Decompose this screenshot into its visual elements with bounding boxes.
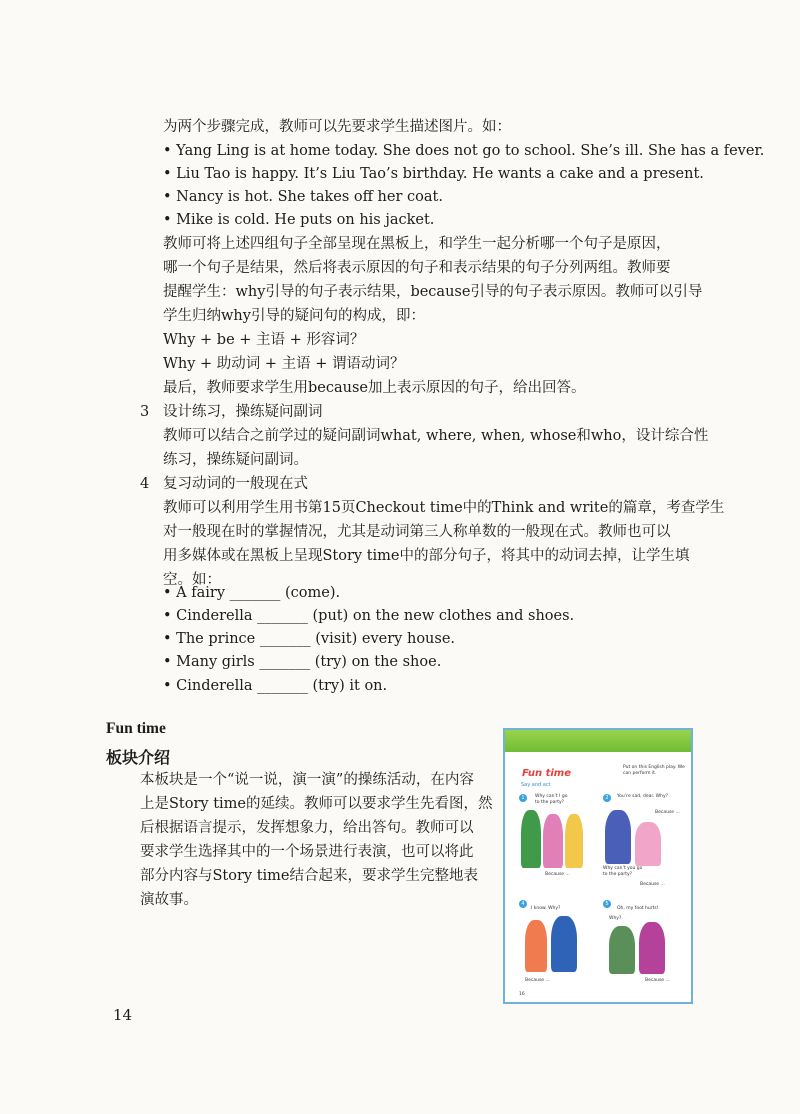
body-line: 教师可以结合之前学过的疑问副词what, where, when, whose和who，设计综合性 (163, 428, 709, 444)
character-figure (551, 916, 577, 972)
character-figure (565, 814, 583, 868)
panel-answer: Because ... (545, 872, 570, 877)
body-line: 对一般现在时的掌握情况，尤其是动词第三人称单数的一般现在式。教师也可以 (163, 524, 671, 540)
formula-line: Why + 助动词 + 主语 + 谓语动词？ (163, 356, 405, 372)
body-line: 空。如： (163, 572, 221, 588)
textbook-thumbnail (503, 728, 693, 1004)
blank-item: • The prince _______ (visit) every house. (163, 629, 455, 649)
panel-answer: Because ... (645, 978, 670, 983)
character-figure (635, 822, 661, 866)
panel-question: Oh, my foot hurts! (617, 906, 659, 911)
example-item: • Liu Tao is happy. It’s Liu Tao’s birthday. He wants a cake and a present. (163, 164, 704, 184)
blank-item: • Cinderella _______ (put) on the new clothes and shoes. (163, 606, 574, 626)
page-number: 14 (113, 1006, 133, 1024)
body-line: 后根据语言提示，发挥想象力，给出答句。教师可以 (140, 820, 474, 836)
step-title: 设计练习，操练疑问副词 (163, 404, 323, 420)
character-figure (525, 920, 547, 972)
thumbnail-note: Put on this English play. We can perform it. (623, 765, 685, 776)
example-item: • Nancy is hot. She takes off her coat. (163, 187, 443, 207)
panel-question: to the party? (603, 872, 633, 877)
body-line: 教师可将上述四组句子全部呈现在黑板上，和学生一起分析哪一个句子是原因， (163, 236, 671, 252)
panel-number: 4 (519, 900, 527, 908)
example-item: • Yang Ling is at home today. She does not go to school. She’s ill. She has a fever. (163, 141, 764, 161)
character-figure (605, 810, 631, 864)
thumbnail-subtitle: Say and act (521, 782, 551, 788)
body-line: 本板块是一个“说一说，演一演”的操练活动，在内容 (140, 772, 474, 788)
section-title: 板块介绍 (106, 748, 171, 767)
panel-question: You’re sad, dear. Why? (617, 794, 668, 799)
step-title: 复习动词的一般现在式 (163, 476, 308, 492)
blank-item: • Cinderella _______ (try) it on. (163, 676, 387, 696)
thumbnail-title: Fun time (522, 768, 572, 779)
body-line: 学生归纳why引导的疑问句的构成，即： (163, 308, 425, 324)
panel-question: to the party? (535, 800, 565, 805)
step-number: 4 (140, 476, 150, 492)
panel-question: Why can’t I go (535, 794, 568, 799)
character-figure (521, 810, 541, 868)
body-line: 要求学生选择其中的一个场景进行表演，也可以将此 (140, 844, 474, 860)
body-line: 哪一个句子是结果，然后将表示原因的句子和表示结果的句子分列两组。教师要 (163, 260, 671, 276)
body-line: 用多媒体或在黑板上呈现Story time中的部分句子，将其中的动词去掉，让学生填 (163, 548, 690, 564)
blank-item: • Many girls _______ (try) on the shoe. (163, 652, 441, 672)
panel-number: 2 (603, 794, 611, 802)
body-line: 练习，操练疑问副词。 (163, 452, 308, 468)
body-line: 提醒学生：why引导的句子表示结果，because引导的句子表示原因。教师可以引导 (163, 284, 703, 300)
panel-answer: Because ... (640, 882, 665, 887)
fun-time-heading: Fun time (106, 720, 166, 737)
panel-question: Why can’t you go (603, 866, 643, 871)
body-line: 教师可以利用学生用书第15页Checkout time中的Think and write的篇章，考查学生 (163, 500, 725, 516)
body-line: 演故事。 (140, 892, 198, 908)
intro-line: 为两个步骤完成，教师可以先要求学生描述图片。如： (163, 119, 511, 135)
panel-answer: Because ... (525, 978, 550, 983)
example-item: • Mike is cold. He puts on his jacket. (163, 210, 434, 230)
blank-item: • A fairy _______ (come). (163, 583, 340, 603)
formula-line: Why + be + 主语 + 形容词？ (163, 332, 365, 348)
body-line: 部分内容与Story time结合起来，要求学生完整地表 (140, 868, 479, 884)
thumbnail-header-bar (505, 730, 691, 752)
panel-question: I know. Why? (531, 906, 561, 911)
panel-number: 1 (519, 794, 527, 802)
body-line: 上是Story time的延续。教师可以要求学生先看图，然 (140, 796, 493, 812)
panel-number: 5 (603, 900, 611, 908)
step-number: 3 (140, 404, 150, 420)
thumbnail-page-number: 16 (519, 992, 525, 997)
character-figure (639, 922, 665, 974)
character-figure (609, 926, 635, 974)
panel-answer: Because ... (655, 810, 680, 815)
character-figure (543, 814, 563, 868)
panel-question: Why? (609, 916, 622, 921)
body-line: 最后，教师要求学生用because加上表示原因的句子，给出回答。 (163, 380, 586, 396)
